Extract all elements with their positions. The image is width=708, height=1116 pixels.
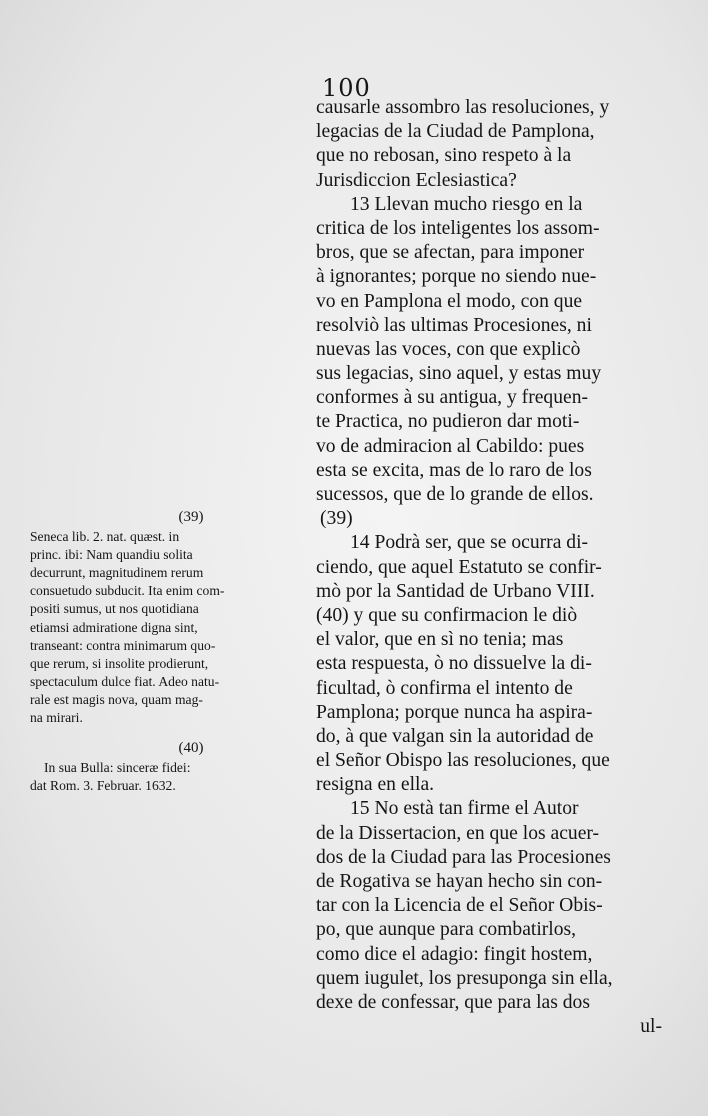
text-line: que no rebosan, sino respeto à la	[316, 145, 572, 167]
note-line: dat Rom. 3. Februar. 1632.	[30, 778, 176, 794]
text-line: dexe de confessar, que para las dos	[316, 991, 590, 1013]
note-line: consuetudo subducit. Ita enim com-	[30, 583, 225, 599]
page-number: 100	[322, 74, 371, 102]
catchword: ul-	[640, 1016, 662, 1038]
note-line: que rerum, si insolite prodierunt,	[30, 655, 209, 671]
text-line: esta respuesta, ò no dissuelve la di-	[316, 653, 592, 675]
text-line: tar con la Licencia de el Señor Obis-	[316, 895, 603, 917]
text-line: causarle assombro las resoluciones, y	[316, 97, 610, 118]
main-text-column	[316, 96, 670, 1039]
note-line: decurrunt, magnitudinem rerum	[30, 565, 204, 581]
text-line: (40) y que su confirmacion le diò	[316, 604, 578, 626]
paragraph-13-start: 13 Llevan mucho riesgo en la	[350, 193, 583, 215]
text-line: legacias de la Ciudad de Pamplona,	[316, 121, 595, 143]
note-line: positi sumus, ut nos quotidiana	[30, 601, 199, 617]
text-line: po, que aunque para combatirlos,	[316, 919, 577, 941]
text-line: mò por la Santidad de Urbano VIII.	[316, 580, 595, 602]
text-line: Jurisdiccion Eclesiastica?	[316, 169, 517, 191]
text-line: do, à que valgan sin la autoridad de	[316, 725, 594, 747]
note-line: Seneca lib. 2. nat. quæst. in	[30, 529, 180, 545]
note-line: transeant: contra minimarum quo-	[30, 637, 216, 653]
note-marker-40: (40)	[178, 740, 204, 757]
footnote-marker-39: (39)	[320, 508, 353, 530]
note-line: princ. ibi: Nam quandiu solita	[30, 547, 193, 563]
text-line: el valor, que en sì no tenia; mas	[316, 629, 564, 651]
text-line: sucessos, que de lo grande de ellos.	[316, 484, 594, 505]
note-line: etiamsi admiratione digna sint,	[30, 619, 198, 635]
paragraph-15-start: 15 No està tan firme el Autor	[350, 798, 579, 820]
text-line: critica de los inteligentes los assom-	[316, 217, 600, 239]
note-line: na mirari.	[30, 710, 83, 726]
text-line: vo en Pamplona el modo, con que	[316, 290, 583, 312]
text-line: esta se excita, mas de lo raro de los	[316, 459, 592, 481]
note-line: rale est magis nova, quam mag-	[30, 691, 203, 707]
text-line: bros, que se afectan, para imponer	[316, 242, 585, 264]
text-line: resigna en ella.	[316, 774, 435, 796]
text-line: Pamplona; porque nunca ha aspira-	[316, 701, 593, 723]
text-line: vo de admiracion al Cabildo: pues	[316, 435, 585, 457]
text-line: ficultad, ò confirma el intento de	[316, 677, 573, 699]
note-line: In sua Bulla: sinceræ fidei:	[44, 760, 191, 776]
text-line: dos de la Ciudad para las Procesiones	[316, 846, 611, 868]
note-marker-39: (39)	[178, 509, 204, 525]
text-line: quem iugulet, los presuponga sin ella,	[316, 967, 613, 989]
text-line: el Señor Obispo las resoluciones, que	[316, 750, 610, 772]
text-line: de Rogativa se hayan hecho sin con-	[316, 871, 603, 892]
text-line: conformes à su antigua, y frequen-	[316, 387, 589, 409]
paragraph-14-start: 14 Podrà ser, que se ocurra di-	[350, 532, 589, 554]
note-spacer	[30, 727, 312, 739]
note-line: spectaculum dulce fiat. Adeo natu-	[30, 673, 220, 689]
text-line: de la Dissertacion, en que los acuer-	[316, 822, 600, 844]
text-line: sus legacias, sino aquel, y estas muy	[316, 363, 602, 385]
marginal-notes	[30, 508, 312, 795]
text-line: nuevas las voces, con que explicò	[316, 338, 581, 360]
text-line: te Practica, no pudieron dar moti-	[316, 411, 580, 433]
text-line: como dice el adagio: fingit hostem,	[316, 943, 593, 965]
text-line: ciendo, que aquel Estatuto se confir-	[316, 556, 602, 578]
text-line: à ignorantes; porque no siendo nue-	[316, 266, 597, 288]
text-line: resolviò las ultimas Procesiones, ni	[316, 314, 592, 336]
